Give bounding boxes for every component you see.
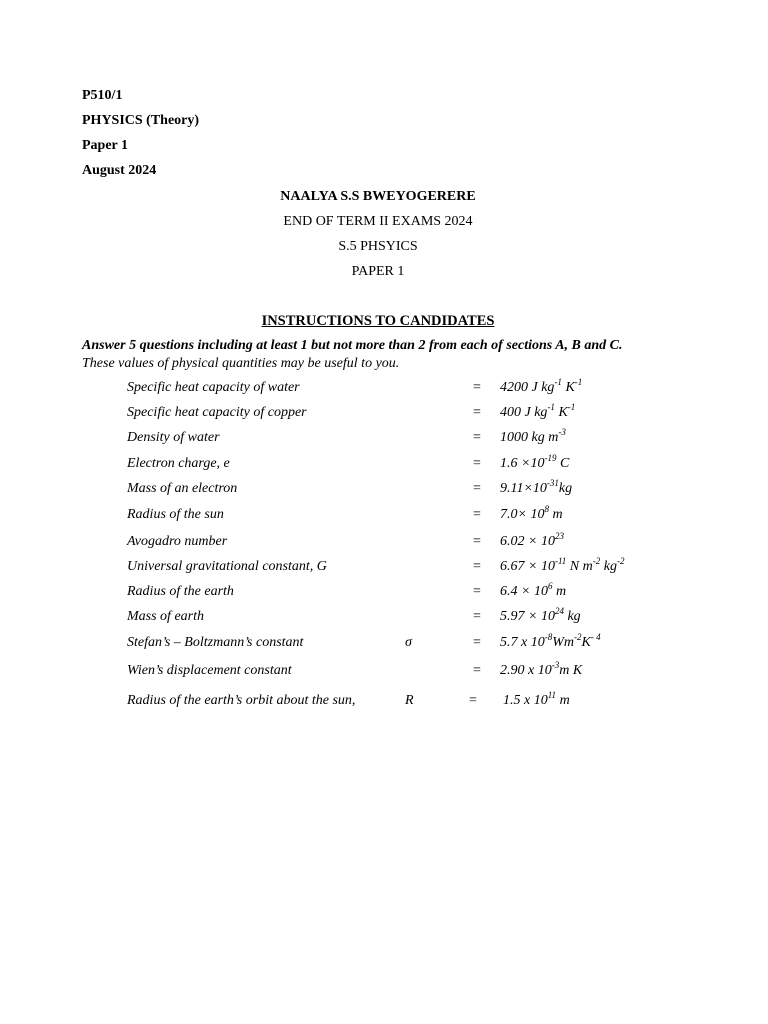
equals-sign: = [469, 693, 477, 708]
constant-name: Avogadro number [127, 534, 228, 549]
constant-value [500, 531, 564, 550]
equals-sign: = [473, 534, 481, 549]
value-base: 1000 kg m [500, 430, 559, 445]
value-exponent: -1 [574, 377, 583, 387]
value-base: 400 J kg [500, 405, 548, 420]
value-base: m [548, 507, 563, 522]
value-exponent: -2 [592, 556, 601, 566]
constant-row [0, 660, 768, 685]
value-exponent: 24 [554, 606, 564, 616]
value-exponent: 8 [544, 504, 549, 514]
paper-subject: PHYSICS (Theory) [82, 113, 200, 128]
value-exponent: -8 [544, 632, 553, 642]
school-name: NAALYA S.S BWEYOGERERE [280, 189, 476, 204]
constant-value [500, 504, 563, 523]
value-base: 4200 J kg [500, 380, 555, 395]
value-base: kg [558, 481, 573, 496]
value-base: 6.67 × 10 [500, 559, 555, 574]
constant-value [500, 660, 583, 679]
constant-value [500, 427, 566, 446]
equals-sign: = [473, 663, 481, 678]
value-exponent: 6 [547, 581, 553, 591]
value-base: 9.11×10 [500, 481, 547, 496]
instructions-title: INSTRUCTIONS TO CANDIDATES [261, 313, 495, 329]
value-exponent: -11 [554, 556, 567, 566]
value-base: 2.90 x 10 [500, 663, 552, 678]
constant-name: Radius of the earth’s orbit about the sun, [127, 693, 356, 708]
value-base: C [556, 456, 570, 471]
equals-sign: = [473, 635, 481, 650]
value-base: 6.02 × 10 [500, 534, 555, 549]
value-base: m [556, 693, 570, 708]
instructions-answer: Answer 5 questions including at least 1 but not more than 2 from each of sections A, B and C. [82, 338, 623, 353]
value-base: K [581, 635, 591, 650]
equals-sign: = [473, 405, 481, 420]
value-base: N m [566, 559, 593, 574]
paper-label: PAPER 1 [351, 264, 405, 279]
value-base: K [561, 380, 575, 395]
constant-name: Specific heat capacity of water [127, 380, 300, 395]
value-base: 1.5 x 10 [503, 693, 548, 708]
equals-sign: = [473, 584, 481, 599]
constant-row [0, 606, 768, 631]
paper-code: P510/1 [82, 88, 123, 103]
constant-value [503, 690, 570, 709]
constant-value [500, 606, 581, 625]
constant-name: Density of water [127, 430, 220, 445]
value-base: K [554, 405, 568, 420]
constant-value [500, 581, 567, 600]
class-subject: S.5 PHSYICS [338, 239, 418, 254]
constant-row [0, 377, 768, 402]
constant-symbol: R [405, 693, 414, 708]
value-base: Wm [552, 635, 574, 650]
constant-row [0, 556, 768, 581]
constant-row [0, 632, 768, 657]
constant-name: Mass of an electron [127, 481, 238, 496]
value-exponent: -1 [547, 402, 555, 412]
constant-value [500, 402, 576, 421]
constant-name: Mass of earth [127, 609, 204, 624]
constant-name: Wien’s displacement constant [127, 663, 292, 678]
value-exponent: -1 [567, 402, 576, 412]
equals-sign: = [473, 481, 481, 496]
value-exponent: -3 [558, 427, 566, 437]
constant-row [0, 581, 768, 606]
constant-row [0, 402, 768, 427]
equals-sign: = [473, 507, 481, 522]
constant-name: Stefan’s – Boltzmann’s constant [127, 635, 304, 650]
paper-date: August 2024 [82, 163, 157, 178]
value-exponent: -19 [544, 453, 557, 463]
value-base: 5.7 x 10 [500, 635, 545, 650]
value-base: m [552, 584, 567, 599]
constant-value [500, 478, 573, 497]
value-base: m K [559, 663, 583, 678]
equals-sign: = [473, 430, 481, 445]
value-exponent: 23 [554, 531, 564, 541]
constant-row [0, 504, 768, 529]
exam-name: END OF TERM II EXAMS 2024 [283, 214, 473, 229]
constant-value [500, 453, 570, 472]
value-exponent: -1 [554, 377, 562, 387]
equals-sign: = [473, 380, 481, 395]
constant-value [500, 377, 583, 396]
value-base: 1.6 ×10 [500, 456, 545, 471]
equals-sign: = [473, 609, 481, 624]
equals-sign: = [473, 559, 481, 574]
constant-row [0, 478, 768, 503]
constant-value [500, 632, 601, 651]
value-exponent: 11 [547, 690, 557, 700]
value-exponent: -2 [616, 556, 625, 566]
constant-symbol: σ [405, 635, 412, 650]
constant-name: Electron charge, e [127, 456, 230, 471]
title-block [0, 187, 756, 287]
value-base: 6.4 × 10 [500, 584, 548, 599]
value-base: 5.97 × 10 [500, 609, 555, 624]
paper-number: Paper 1 [82, 138, 129, 153]
constant-row [0, 531, 768, 556]
constant-value [500, 556, 625, 575]
equals-sign: = [473, 456, 481, 471]
constant-name: Specific heat capacity of copper [127, 405, 307, 420]
constant-name: Universal gravitational constant, G [127, 559, 327, 574]
instructions-values-note: These values of physical quantities may be useful to you. [82, 356, 400, 371]
constant-name: Radius of the earth [127, 584, 234, 599]
value-base: kg [600, 559, 617, 574]
value-exponent: -31 [546, 478, 559, 488]
value-base: kg [563, 609, 581, 624]
value-exponent: -2 [574, 632, 582, 642]
constant-row [0, 690, 768, 715]
value-base: 7.0× 10 [500, 507, 545, 522]
constant-row [0, 453, 768, 478]
constant-name: Radius of the sun [127, 507, 224, 522]
constant-row [0, 427, 768, 452]
value-exponent: -3 [551, 660, 560, 670]
value-exponent: - 4 [590, 632, 601, 642]
paper-header [82, 86, 199, 186]
